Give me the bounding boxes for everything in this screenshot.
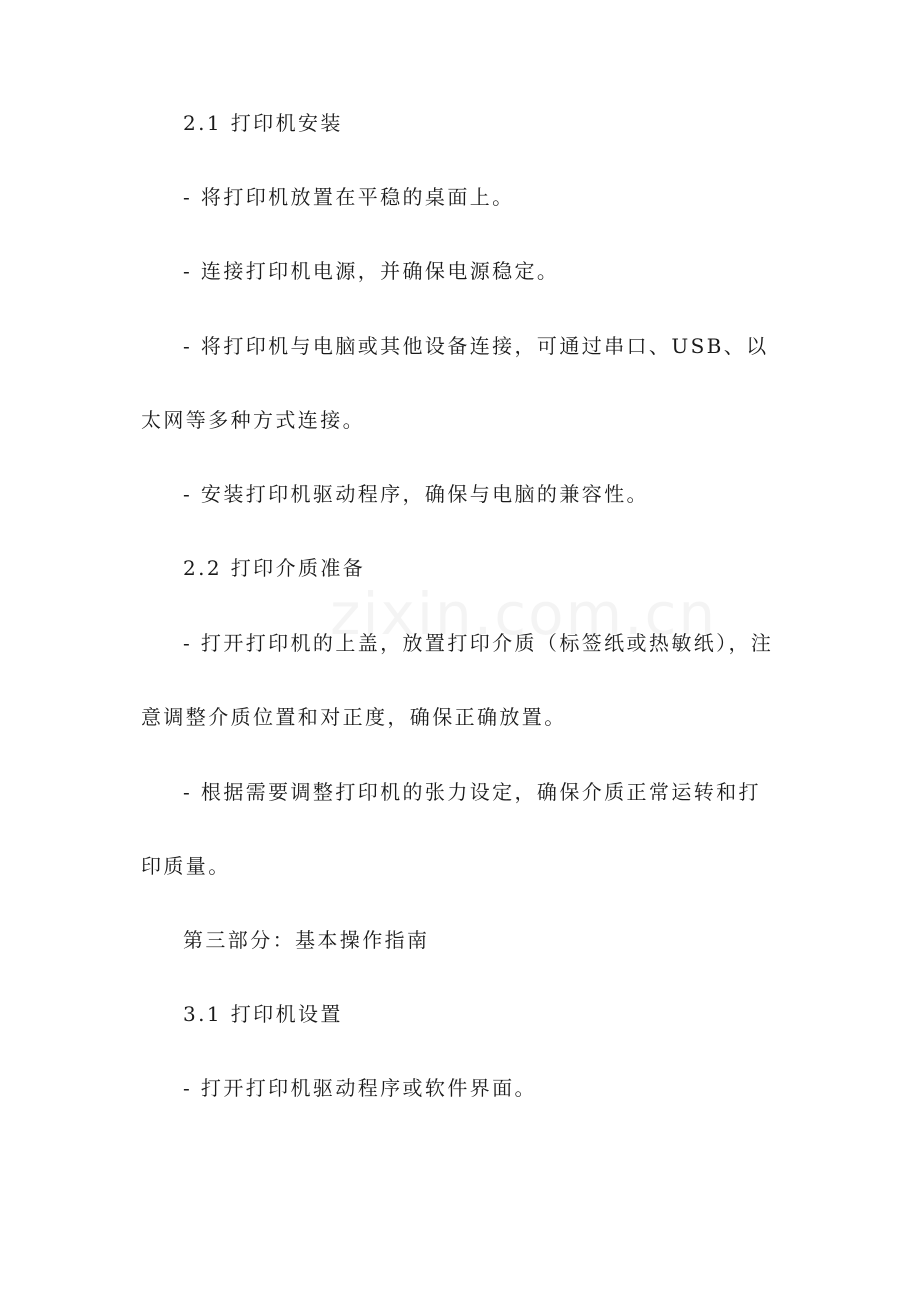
list-item: - 将打印机放置在平稳的桌面上。 (183, 185, 515, 209)
list-item: - 安装打印机驱动程序，确保与电脑的兼容性。 (183, 482, 649, 506)
list-item: - 根据需要调整打印机的张力设定，确保介质正常运转和打印质量。 (141, 780, 761, 878)
section-heading-3-1: 3.1 打印机设置 (183, 1002, 343, 1026)
list-item: - 打开打印机驱动程序或软件界面。 (183, 1076, 537, 1100)
part-heading: 第三部分：基本操作指南 (183, 928, 430, 952)
list-item: - 打开打印机的上盖，放置打印介质（标签纸或热敏纸），注意调整介质位置和对正度，确保正确放置。 (141, 631, 774, 729)
section-heading-2-2: 2.2 打印介质准备 (183, 556, 366, 580)
document-body (141, 108, 781, 1104)
list-item: - 连接打印机电源，并确保电源稳定。 (183, 259, 560, 283)
list-item: - 将打印机与电脑或其他设备连接，可通过串口、USB、以太网等多种方式连接。 (141, 334, 769, 432)
section-heading-2-1: 2.1 打印机安装 (183, 111, 343, 135)
